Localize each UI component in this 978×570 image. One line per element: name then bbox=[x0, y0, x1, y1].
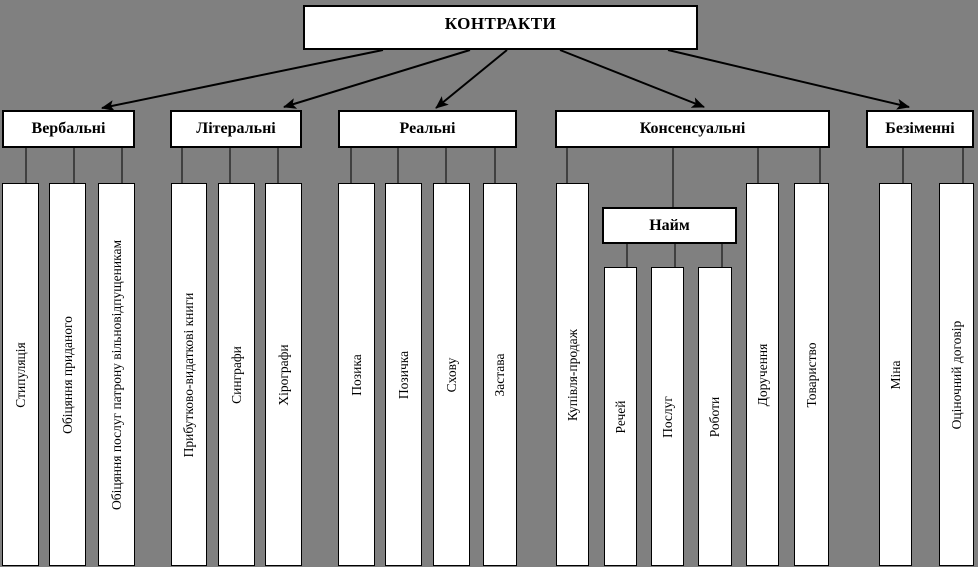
leaf-label: Синграфи bbox=[228, 345, 244, 404]
leaf-label: Позичка bbox=[395, 350, 411, 399]
node-bezimenni-label: Безіменні bbox=[885, 120, 955, 137]
node-pozychka bbox=[385, 183, 422, 566]
leaf-label: Обіцяння приданого bbox=[59, 315, 75, 434]
node-verbalni-label: Вербальні bbox=[31, 120, 106, 137]
node-stypuliatsiia bbox=[2, 183, 39, 566]
node-literalni-label: Літеральні bbox=[196, 120, 276, 137]
arrow-to-konsensualni bbox=[560, 50, 704, 107]
leaf-label: Купівля-продаж bbox=[564, 328, 580, 421]
arrow-to-bezimenni bbox=[668, 50, 909, 107]
leaf-label: Роботи bbox=[707, 396, 722, 437]
arrow-to-literalni bbox=[284, 50, 470, 107]
node-naim-label: Найм bbox=[649, 216, 690, 234]
node-posluh bbox=[651, 267, 684, 566]
node-verbalni bbox=[2, 110, 135, 148]
node-kontrakty bbox=[303, 5, 698, 50]
leaf-label: Хірографи bbox=[275, 343, 291, 406]
node-obitsiannia-posluh-patronu bbox=[98, 183, 135, 566]
node-roboty bbox=[698, 267, 732, 566]
node-literalni bbox=[170, 110, 302, 148]
leaf-label: Доручення bbox=[754, 343, 770, 406]
node-pozyka bbox=[338, 183, 375, 566]
node-naim bbox=[602, 207, 737, 244]
arrow-to-realni bbox=[436, 50, 507, 108]
node-khirohrafy bbox=[265, 183, 302, 566]
leaf-label: Схову bbox=[443, 357, 459, 392]
leaf-label: Товариство bbox=[803, 341, 819, 408]
arrow-to-verbalni bbox=[102, 50, 383, 108]
node-prybutkovo-vydatkovi-knyhy bbox=[171, 183, 207, 566]
leaf-label: Стипуляція bbox=[12, 341, 28, 408]
node-realni-label: Реальні bbox=[399, 120, 456, 137]
leaf-label: Обіцяння послуг патрону вільновідпущеникам bbox=[108, 239, 124, 510]
leaf-label: Прибутково-видаткові книги bbox=[181, 292, 196, 457]
node-zastava bbox=[483, 183, 517, 566]
node-doruchennia bbox=[746, 183, 779, 566]
leaf-label: Речей bbox=[612, 400, 628, 433]
node-bezimenni bbox=[866, 110, 974, 148]
node-mina bbox=[879, 183, 912, 566]
node-kontrakty-label: КОНТРАКТИ bbox=[444, 14, 557, 33]
node-konsensualni bbox=[555, 110, 830, 148]
node-synhrafy bbox=[218, 183, 255, 566]
node-tovarystvo bbox=[794, 183, 829, 566]
leaf-label: Міна bbox=[887, 360, 903, 389]
node-obitsiannia-prydanoho bbox=[49, 183, 86, 566]
leaf-label: Оціночний договір bbox=[948, 320, 964, 429]
leaf-label: Позика bbox=[348, 353, 364, 396]
node-realni bbox=[338, 110, 517, 148]
node-kupivlia-prodazh bbox=[556, 183, 589, 566]
leaf-label: Послуг bbox=[659, 395, 675, 438]
node-konsensualni-label: Консенсуальні bbox=[639, 120, 746, 137]
node-rechei bbox=[604, 267, 637, 566]
node-skhovu bbox=[433, 183, 470, 566]
node-otsinochnyi-dohovir bbox=[939, 183, 974, 566]
leaf-label: Застава bbox=[492, 353, 507, 396]
